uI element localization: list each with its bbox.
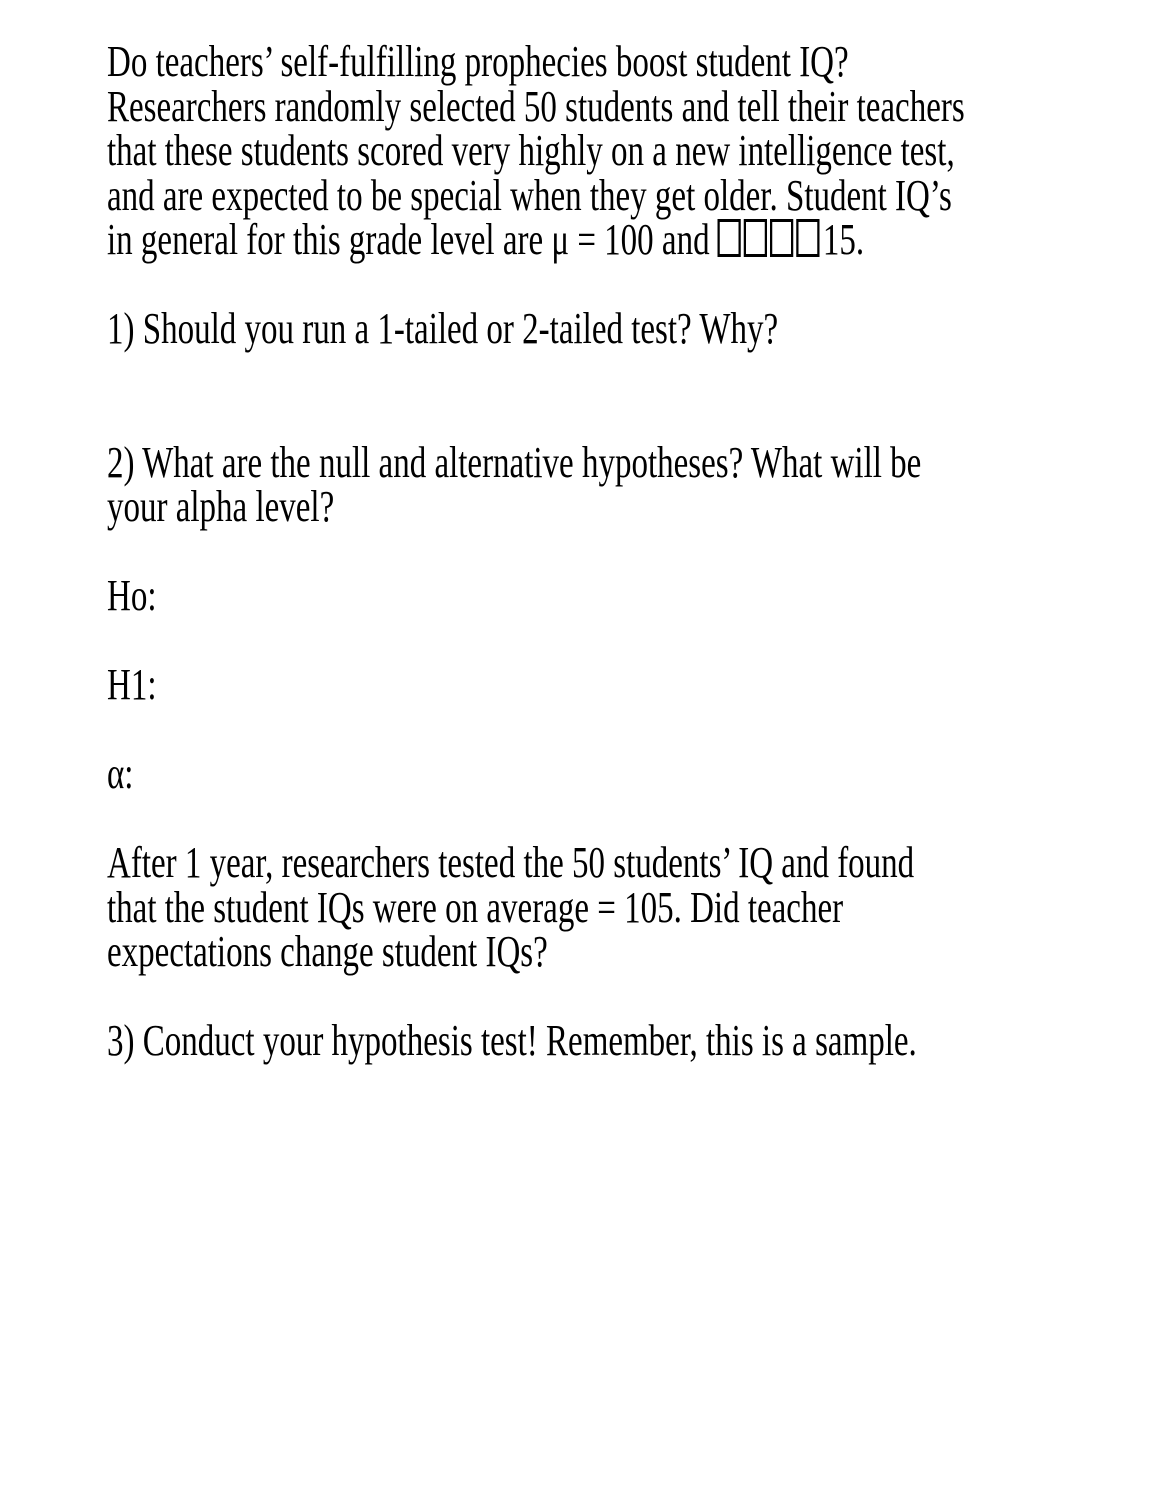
intro-line-1: Do teachers’ self-fulfilling prophecies boost student IQ? [107, 37, 849, 86]
sigma-line-text-after: 15. [822, 215, 865, 264]
alt-hypothesis-label: H1: [107, 660, 157, 709]
followup-paragraph [107, 838, 1157, 976]
intro-line-3: that these students scored very highly on a new intelligence test, [107, 126, 955, 175]
intro-line-4: and are expected to be special when they get older. Student IQ’s [107, 170, 952, 220]
document-content [107, 37, 1157, 1065]
intro-line-sigma [107, 215, 1157, 264]
null-hypothesis-label: Ho: [107, 571, 157, 620]
missing-glyph-box [770, 219, 793, 257]
intro-paragraph [107, 37, 1157, 264]
question-3: 3) Conduct your hypothesis test! Remember, this is a sample. [107, 1016, 917, 1065]
missing-glyph-boxes [718, 215, 823, 264]
question-2-line-2: your alpha level? [107, 482, 335, 531]
alpha-label: α: [107, 749, 134, 798]
followup-line-1: After 1 year, researchers tested the 50 students’ IQ and found [107, 838, 915, 887]
missing-glyph-box [718, 219, 741, 257]
question-2-line-1: 2) What are the null and alternative hypotheses? What will be [107, 437, 922, 487]
intro-line-2: Researchers randomly selected 50 students and tell their teachers [107, 81, 965, 131]
followup-line-2: that the student IQs were on average = 105. Did teacher [107, 882, 844, 932]
missing-glyph-box [744, 219, 767, 257]
followup-line-3: expectations change student IQs? [107, 927, 548, 976]
question-1: 1) Should you run a 1-tailed or 2-tailed test? Why? [107, 304, 779, 353]
question-2 [107, 437, 1157, 531]
missing-glyph-box [797, 219, 820, 257]
sigma-line-text-before: in general for this grade level are μ = 100 and [107, 215, 718, 264]
